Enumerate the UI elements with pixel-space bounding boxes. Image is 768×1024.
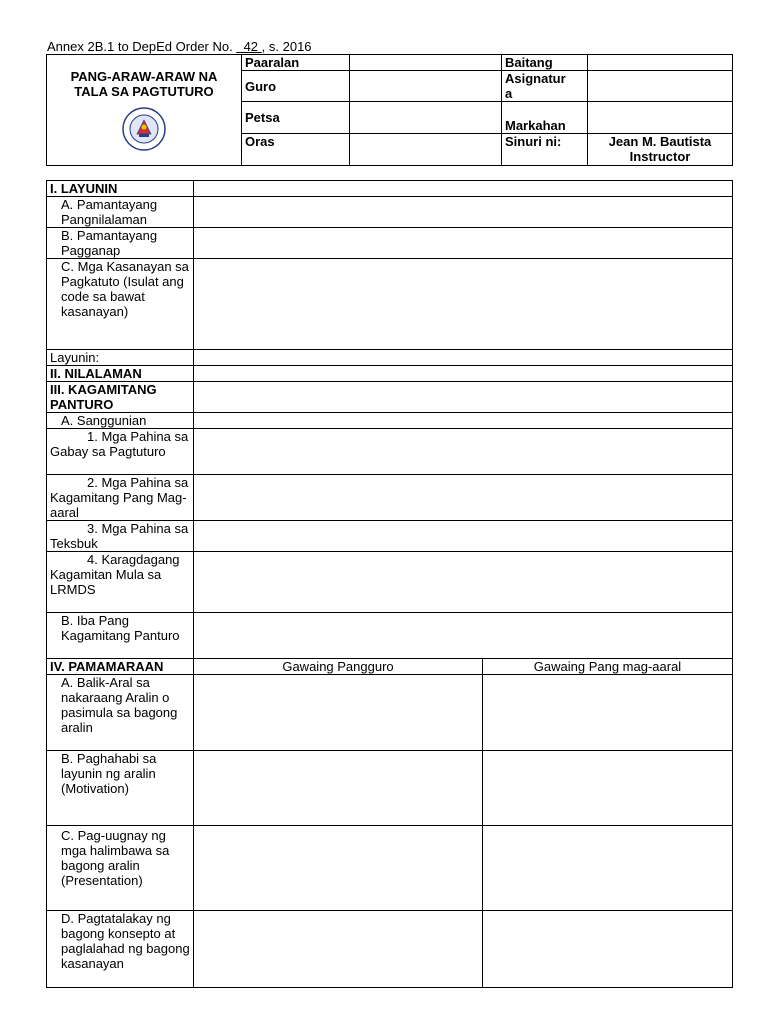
row-sanggunian: A. Sanggunian [47, 413, 194, 429]
pag-uugnay-guro[interactable] [194, 826, 483, 911]
section-layunin: I. LAYUNIN [47, 181, 194, 197]
sinuri-label: Sinuri ni: [502, 134, 588, 166]
pamantayang-pagganap-value[interactable] [194, 228, 733, 259]
row-paghahabi: B. Paghahabi sa layunin ng aralin (Motivation) [47, 751, 194, 826]
row-pamantayang-pagganap: B. Pamantayang Pagganap [47, 228, 194, 259]
row-pagtatalakay: D. Pagtatalakay ng bagong konsepto at paglalahad ng bagong kasanayan [47, 911, 194, 988]
form-title-line2: TALA SA PAGTUTURO [74, 84, 214, 99]
paghahabi-mag-aaral[interactable] [483, 751, 733, 826]
layunin-value[interactable] [194, 181, 733, 197]
row-pamantayang-pangnilalaman: A. Pamantayang Pangnilalaman [47, 197, 194, 228]
lesson-plan-table [46, 180, 733, 988]
baitang-label: Baitang [502, 55, 588, 71]
deped-seal-icon [122, 107, 166, 151]
pagtatalakay-guro[interactable] [194, 911, 483, 988]
paaralan-label: Paaralan [242, 55, 350, 71]
pamantayang-pangnilalaman-value[interactable] [194, 197, 733, 228]
row-pag-uugnay: C. Pag-uugnay ng mga halimbawa sa bagong aralin (Presentation) [47, 826, 194, 911]
balik-aral-guro[interactable] [194, 675, 483, 751]
row-balik-aral: A. Balik-Aral sa nakaraang Aralin o pasimula sa bagong aralin [47, 675, 194, 751]
paaralan-value[interactable] [350, 55, 502, 71]
form-title-line1: PANG-ARAW-ARAW NA [70, 69, 218, 84]
row-gabay-sa-pagtuturo: 1. Mga Pahina sa Gabay sa Pagtuturo [47, 429, 194, 475]
section-kagamitang-panturo: III. KAGAMITANG PANTURO [47, 382, 194, 413]
row-kasanayan: C. Mga Kasanayan sa Pagkatuto (Isulat ang code sa bawat kasanayan) [47, 259, 194, 350]
kagamitang-mag-aaral-value[interactable] [194, 475, 733, 521]
row-iba-pang-kagamitang: B. Iba Pang Kagamitang Panturo [47, 613, 194, 659]
lrmds-value[interactable] [194, 552, 733, 613]
sinuri-name: Jean M. Bautista [608, 134, 712, 149]
petsa-value[interactable] [350, 102, 502, 134]
row-teksbuk: 3. Mga Pahina sa Teksbuk [47, 521, 194, 552]
balik-aral-mag-aaral[interactable] [483, 675, 733, 751]
guro-value[interactable] [350, 71, 502, 102]
sinuri-role: Instructor [629, 149, 691, 164]
iba-pang-kagamitang-value[interactable] [194, 613, 733, 659]
oras-label: Oras [242, 134, 350, 166]
asignatura-label: Asignatur a [502, 71, 588, 102]
row-kagamitang-mag-aaral: 2. Mga Pahina sa Kagamitang Pang Mag-aaral [47, 475, 194, 521]
section-nilalaman: II. NILALAMAN [47, 366, 194, 382]
markahan-label: Markahan [502, 102, 588, 134]
sanggunian-value[interactable] [194, 413, 733, 429]
row-lrmds: 4. Karagdagang Kagamitan Mula sa LRMDS [47, 552, 194, 613]
gawaing-mag-aaral-header: Gawaing Pang mag-aaral [483, 659, 733, 675]
header-table [46, 54, 733, 166]
section-pamamaraan: IV. PAMAMARAAN [47, 659, 194, 675]
petsa-label: Petsa [242, 102, 350, 134]
pagtatalakay-mag-aaral[interactable] [483, 911, 733, 988]
teksbuk-value[interactable] [194, 521, 733, 552]
order-number: 42 [243, 39, 259, 54]
form-title-cell [47, 55, 242, 166]
kasanayan-value[interactable] [194, 259, 733, 350]
oras-value[interactable] [350, 134, 502, 166]
row-layunin-colon: Layunin: [47, 350, 194, 366]
nilalaman-value[interactable] [194, 366, 733, 382]
layunin-colon-value[interactable] [194, 350, 733, 366]
kagamitang-panturo-value[interactable] [194, 382, 733, 413]
asignatura-value[interactable] [588, 71, 733, 102]
markahan-value[interactable] [588, 102, 733, 134]
annex-reference: Annex 2B.1 to DepEd Order No. 42 , s. 2016 [47, 39, 312, 54]
pag-uugnay-mag-aaral[interactable] [483, 826, 733, 911]
gabay-value[interactable] [194, 429, 733, 475]
sinuri-value [588, 134, 733, 166]
gawaing-pangguro-header: Gawaing Pangguro [194, 659, 483, 675]
guro-label: Guro [242, 71, 350, 102]
baitang-value[interactable] [588, 55, 733, 71]
paghahabi-guro[interactable] [194, 751, 483, 826]
